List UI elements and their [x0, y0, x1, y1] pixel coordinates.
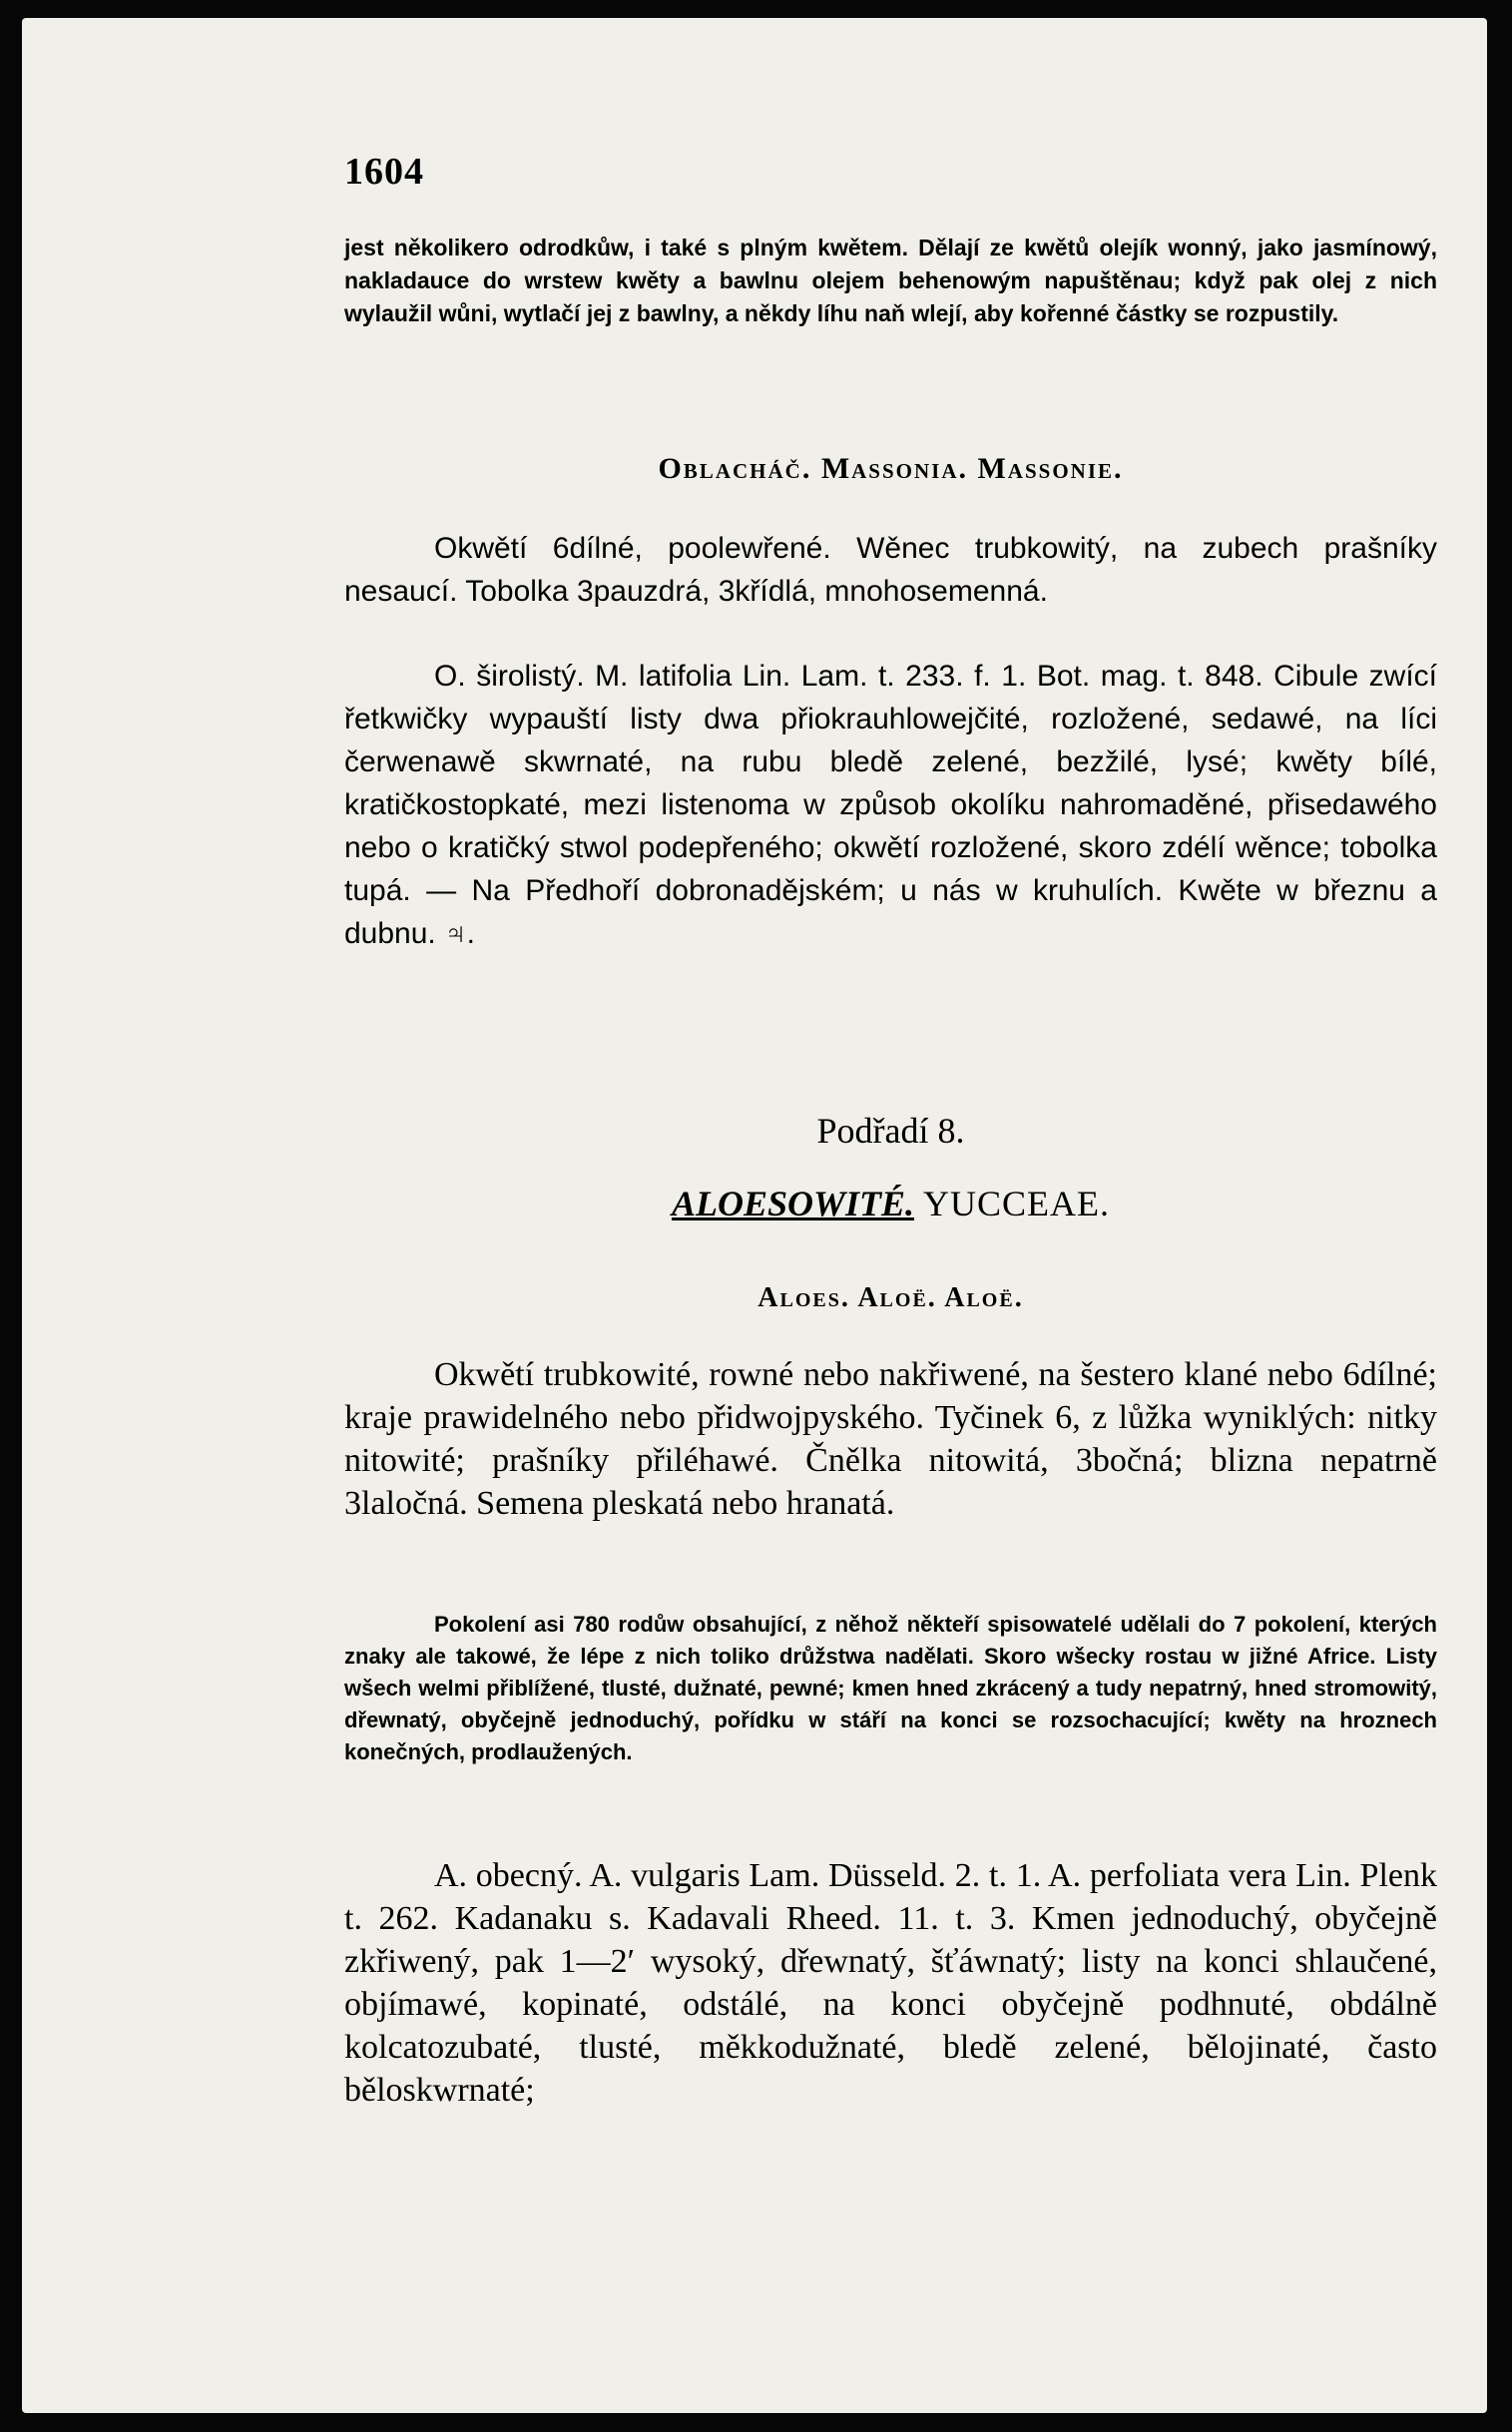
aloe-genus-heading: Aloes. Aloë. Aloë. — [757, 1282, 1024, 1313]
family-czech: ALOESOWITÉ. — [671, 1184, 915, 1223]
family-latin: YUCCEAE. — [923, 1184, 1111, 1223]
intro-paragraph: jest několikero odrodkůw, i také s plným kwětem. Dělají ze kwětů olejík wonný, jako jasmínowý, nakladauce do wrstew kwěty a bawlnu olejem behenowým napuštěnau; když pak olej z nich wylaužil wůni, wytlačí jej z bawlny, a někdy líhu naň wlejí, aby kořenné částky se rozpustily. — [344, 235, 1437, 326]
aloe-genus-notes: Pokolení asi 780 rodůw obsahující, z něhož někteří spisowatelé udělali do 7 pokolení, kterých znaky ale takowé, že lépe z nich toliko drůžstwa nadělati. Skoro wšecky rostau w jižné Africe. Listy wšech welmi přiblížené, tlusté, dužnaté, pewné; kmen hned zkrácený a tudy nepatrný, hned stromowitý, dřewnatý, obyčejně jednoduchý, pořídku w stáří na konci se rozsochacující; kwěty na hroznech konečných, prodlaužených. — [344, 1612, 1437, 1764]
aloe-description: Okwětí trubkowité, rowné nebo nakřiwené, na šestero klané nebo 6dílné; kraje prawidelného nebo přidwojpyského. Tyčinek 6, z lůžka wyniklých: nitky nitowité; prašníky přiléhawé. Čnělka nitowitá, 3bočná; blizna nepatrně 3laločná. Semena pleskatá nebo hranatá. — [344, 1356, 1437, 1522]
page-number: 1604 — [344, 151, 424, 193]
massonia-species: O. širolistý. M. latifolia Lin. Lam. t. 233. f. 1. Bot. mag. t. 848. Cibule zwící řetkwičky wypauští listy dwa přiokrauhlowejčité, rozložené, sedawé, na líci čerwenawě skwrnaté, na rubu bledě zelené, bezžilé, lysé; kwěty bílé, kratičkostopkaté, mezi listenoma w způsob okolíku nahromaděné, přisedawého nebo o kratičký stwol podepřeného; okwětí rozložené, skoro zdélí wěnce; tobolka tupá. — Na Předhoří dobronadějském; u nás w kruhulích. Kwěte w březnu a dubnu. ♃. — [344, 660, 1437, 950]
massonia-genus-heading: Oblacháč. Massonia. Massonie. — [658, 452, 1124, 485]
family-heading — [344, 1183, 1437, 1224]
section-title: Podřadí 8. — [816, 1111, 965, 1151]
aloe-species: A. obecný. A. vulgaris Lam. Düsseld. 2. t. 1. A. perfoliata vera Lin. Plenk t. 262. Kadanaku s. Kadavali Rheed. 11. t. 3. Kmen jednoduchý, obyčejně zkřiwený, pak 1—2′ wysoký, dřewnatý, šťáwnatý; listy na konci shlaučené, objímawé, kopinaté, odstálé, na konci obyčejně podhnuté, obdálně kolcatozubaté, tlusté, měkkodužnaté, bledě zelené, bělojinaté, často běloskwrnaté; — [344, 1857, 1437, 2109]
massonia-description: Okwětí 6dílné, poolewřené. Wěnec trubkowitý, na zubech prašníky nesaucí. Tobolka 3pauzdrá, 3křídlá, mnohosemenná. — [344, 532, 1437, 608]
